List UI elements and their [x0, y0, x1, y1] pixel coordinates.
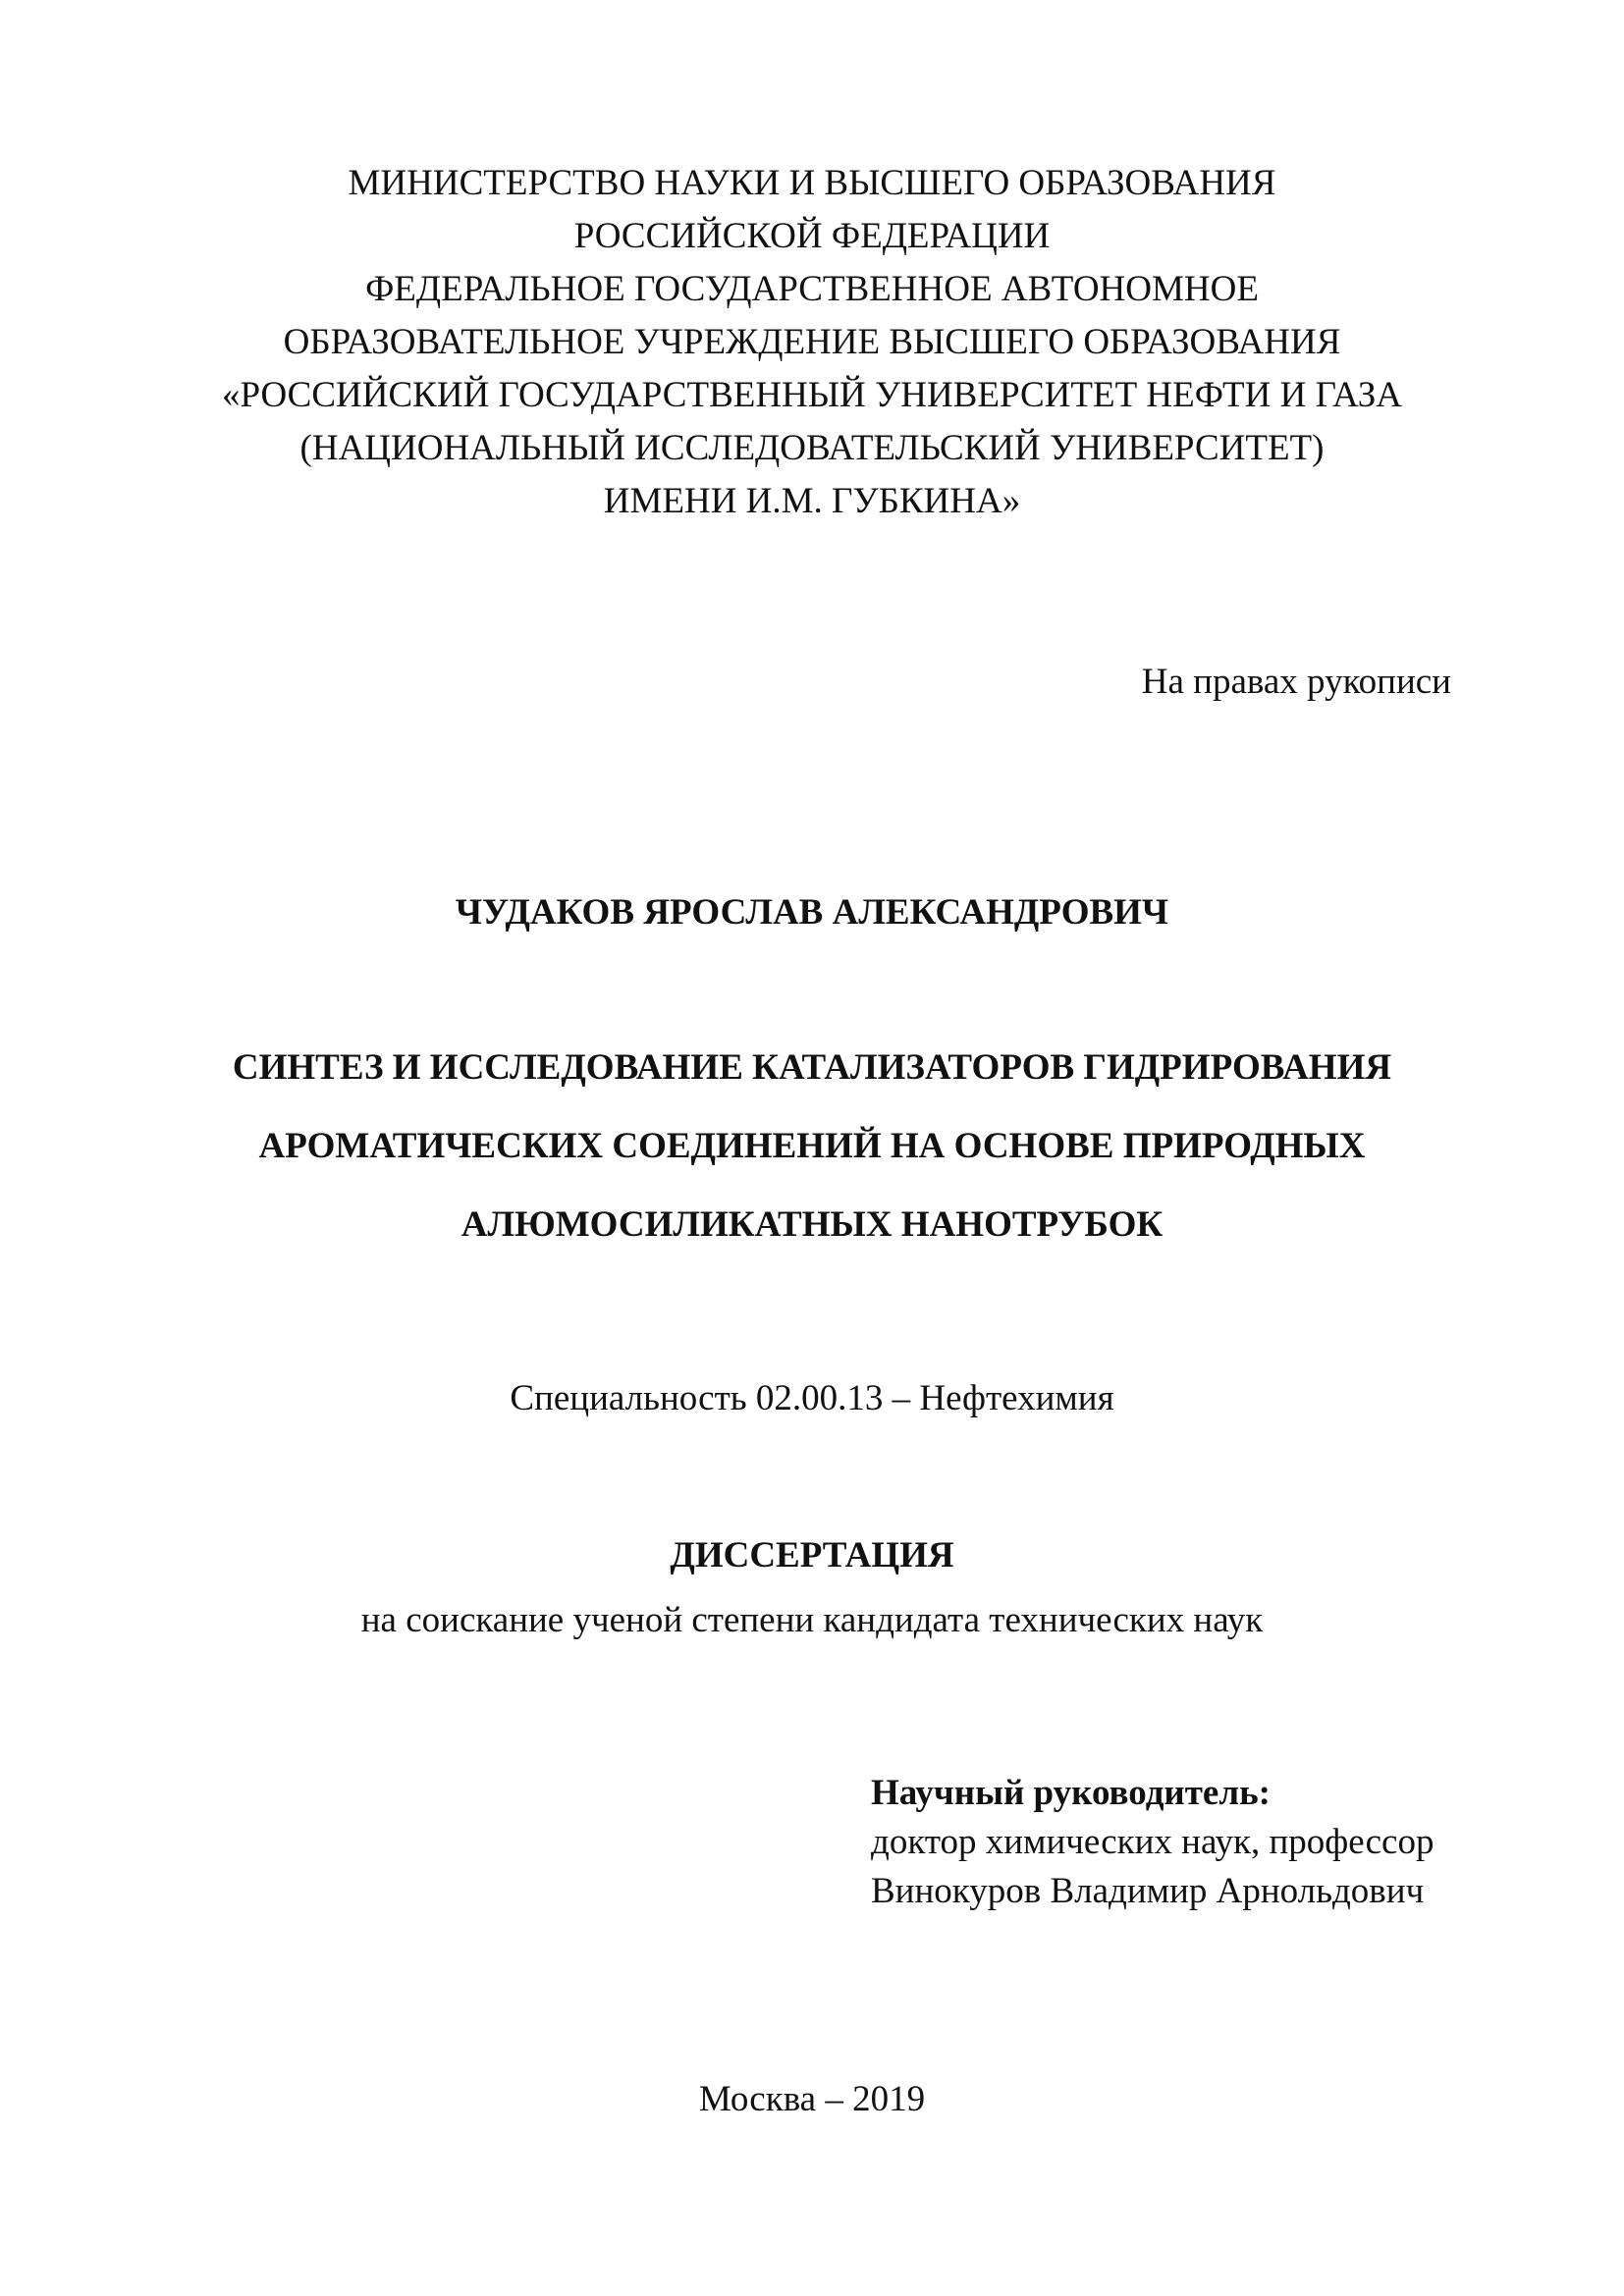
thesis-title	[0, 1029, 1624, 1264]
ministry-header-line: «РОССИЙСКИЙ ГОСУДАРСТВЕННЫЙ УНИВЕРСИТЕТ НЕФТИ И ГАЗА	[221, 375, 1403, 415]
ministry-header	[0, 157, 1624, 528]
degree-line: на соискание ученой степени кандидата технических наук	[360, 1600, 1264, 1640]
city-year: Москва – 2019	[698, 2079, 926, 2119]
supervisor-block	[871, 1769, 1434, 1916]
thesis-title-line: АЛЮМОСИЛИКАТНЫХ НАНОТРУБОК	[460, 1204, 1164, 1245]
thesis-title-line: СИНТЕЗ И ИССЛЕДОВАНИЕ КАТАЛИЗАТОРОВ ГИДРИРОВАНИЯ	[232, 1047, 1392, 1088]
supervisor-title: доктор химических наук, профессор	[871, 1822, 1435, 1862]
author-name: ЧУДАКОВ ЯРОСЛАВ АЛЕКСАНДРОВИЧ	[455, 892, 1169, 933]
document-type: ДИССЕРТАЦИЯ	[670, 1535, 954, 1575]
thesis-title-line: АРОМАТИЧЕСКИХ СОЕДИНЕНИЙ НА ОСНОВЕ ПРИРОДНЫХ	[258, 1126, 1366, 1166]
specialty: Специальность 02.00.13 – Нефтехимия	[510, 1378, 1114, 1418]
ministry-header-line: ИМЕНИ И.М. ГУБКИНА»	[603, 481, 1021, 521]
ministry-header-line: ФЕДЕРАЛЬНОЕ ГОСУДАРСТВЕННОЕ АВТОНОМНОЕ	[365, 269, 1259, 309]
supervisor-name: Винокуров Владимир Арнольдович	[871, 1871, 1425, 1911]
ministry-header-line: (НАЦИОНАЛЬНЫЙ ИССЛЕДОВАТЕЛЬСКИЙ УНИВЕРСИТЕТ)	[299, 428, 1325, 468]
ministry-header-line: ОБРАЗОВАТЕЛЬНОЕ УЧРЕЖДЕНИЕ ВЫСШЕГО ОБРАЗОВАНИЯ	[283, 322, 1341, 362]
ministry-header-line: РОССИЙСКОЙ ФЕДЕРАЦИИ	[573, 216, 1051, 256]
manuscript-rights: На правах рукописи	[1141, 662, 1451, 702]
supervisor-heading: Научный руководитель:	[871, 1773, 1271, 1813]
ministry-header-line: МИНИСТЕРСТВО НАУКИ И ВЫСШЕГО ОБРАЗОВАНИЯ	[348, 163, 1276, 203]
